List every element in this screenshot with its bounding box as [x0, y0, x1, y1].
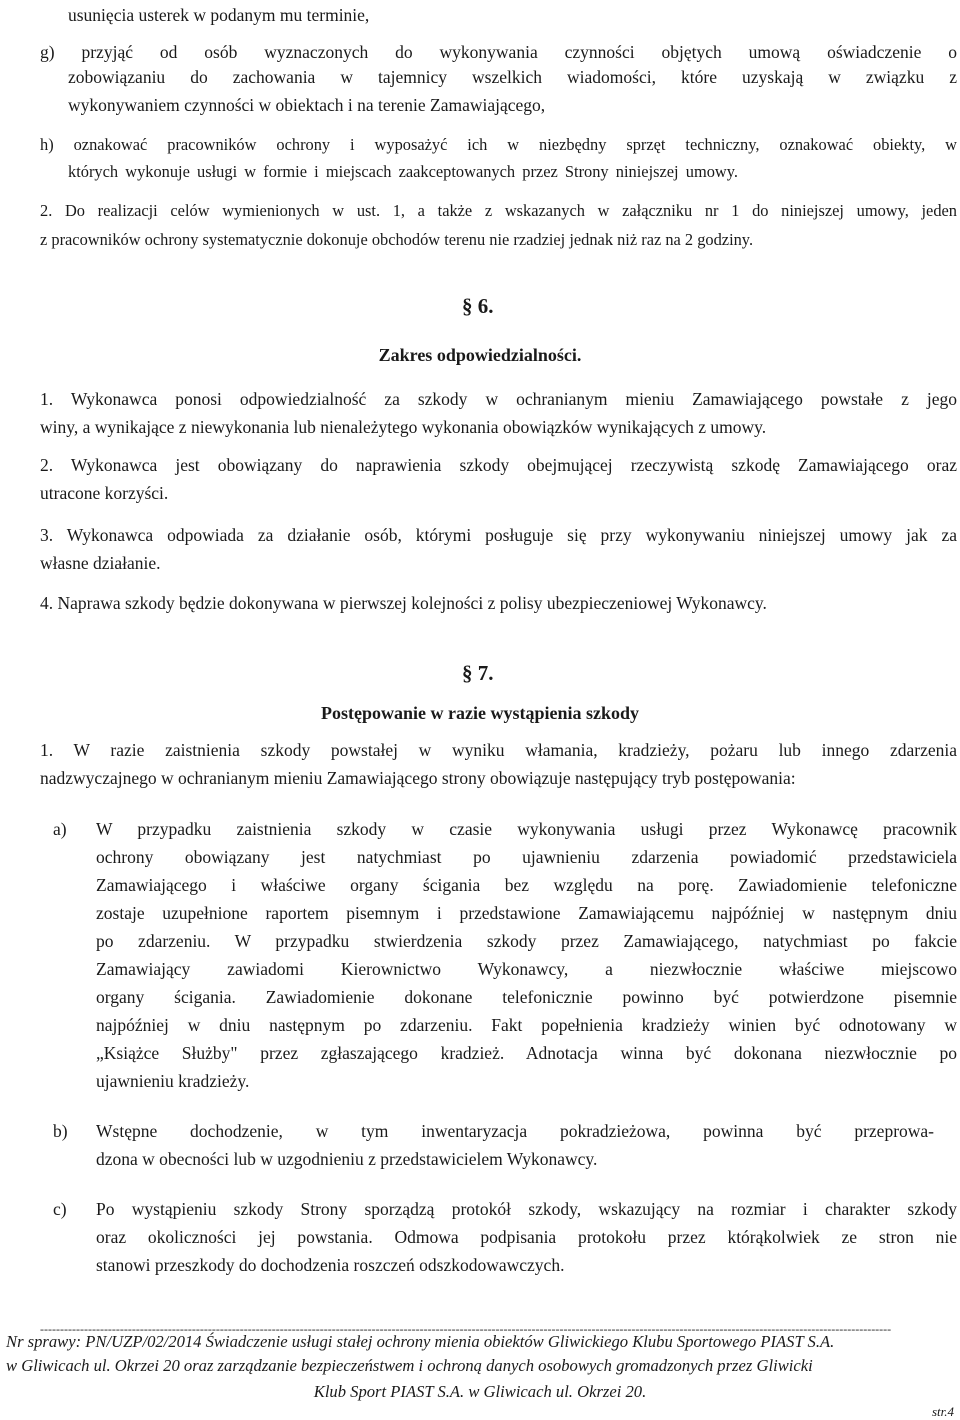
item-c-line-1: Po wystąpieniu szkody Strony sporządzą protokół szkody, wskazujący na rozmiar i charakter szkody [96, 1199, 957, 1219]
item-a-line-10: ujawnieniu kradzieży. [96, 1071, 250, 1091]
footer-line-3: Klub Sport PIAST S.A. w Gliwicach ul. Okrzei 20. [313, 1382, 647, 1401]
page-number: str.4 [931, 1404, 954, 1419]
item-b-line-1: Wstępne dochodzenie, w tym inwentaryzacja pokradzieżowa, powinna być przeprowa- [96, 1121, 934, 1141]
top-line: usunięcia usterek w podanym mu terminie, [68, 5, 370, 25]
footer-line-1: Nr sprawy: PN/UZP/02/2014 Świadczenie usługi stałej ochrony mienia obiektów Gliwickiego Klubu Sportowego PIAST S.A. [6, 1332, 835, 1351]
item-h-line-2: których wykonuje usługi w formie i miejscach zaakceptowanych przez Strony niniejszej umowy. [68, 162, 738, 181]
item-c-line-3: stanowi przeszkody do dochodzenia roszczeń odszkodowawczych. [96, 1255, 565, 1275]
item-c-label: c) [53, 1199, 67, 1219]
item-g-line-1: g) przyjąć od osób wyznaczonych do wykonywania czynności objętych umową oświadczenie o [40, 42, 957, 62]
footer-rule: --------------------------------------------------------------------------------------------------------------------------------------------------------------------------------------------------------------------- [40, 1322, 892, 1336]
item-g-line-2: zobowiązaniu do zachowania w tajemnicy wszelkich wiadomości, które uzyskają w związku z [68, 67, 957, 87]
point-2-line-2: z pracowników ochrony systematycznie dokonuje obchodów terenu nie rzadziej jednak niż raz na 2 godziny. [40, 230, 754, 249]
item-a-line-7: organy ścigania. Zawiadomienie dokonane telefonicznie powinno być potwierdzone pisemnie [96, 987, 957, 1007]
section-6-p3-line-2: własne działanie. [40, 553, 161, 573]
section-6-number-text: 6. [477, 294, 494, 318]
item-a-line-3: Zamawiającego i właściwe organy ścigania bez względu na porę. Zawiadomienie telefoniczne [96, 875, 957, 895]
section-6-p3-line-1: 3. Wykonawca odpowiada za działanie osób, którymi posługuje się przy wykonywaniu niniejszej umowy jak za [40, 525, 957, 545]
section-7-number: § 7. [462, 661, 494, 685]
item-a-line-4: zostaje uzupełnione raportem pisemnym i przedstawione Zamawiającemu najpóźniej w następnym dniu [96, 903, 957, 923]
section-7-p1-line-1: 1. W razie zaistnienia szkody powstałej w wyniku włamania, kradzieży, pożaru lub innego zdarzenia [40, 740, 957, 760]
section-6-p2-line-1: 2. Wykonawca jest obowiązany do naprawienia szkody obejmującej rzeczywistą szkodę Zamawiającego oraz [40, 455, 957, 475]
item-c-line-2: oraz okoliczności jej powstania. Odmowa podpisania protokołu przez którąkolwiek ze stron nie [96, 1227, 957, 1247]
item-b-line-2: dzona w obecności lub w uzgodnieniu z przedstawicielem Wykonawcy. [96, 1149, 598, 1169]
item-b-label: b) [53, 1121, 68, 1141]
item-a-line-5: po zdarzeniu. W przypadku stwierdzenia szkody przez Zamawiającego, natychmiast po fakcie [96, 931, 957, 951]
footer-line-2: w Gliwicach ul. Okrzei 20 oraz zarządzanie bezpieczeństwem i ochroną danych osobowych gromadzonych przez Gliwicki [6, 1356, 813, 1375]
section-6-p4-line-1: 4. Naprawa szkody będzie dokonywana w pierwszej kolejności z polisy ubezpieczeniowej Wykonawcy. [40, 593, 767, 613]
item-a-line-6: Zamawiający zawiadomi Kierownictwo Wykonawcy, a niezwłocznie właściwe miejscowo [96, 959, 957, 979]
section-7-p1-line-2: nadzwyczajnego w ochranianym mieniu Zamawiającego strony obowiązuje następujący tryb postępowania: [40, 768, 796, 788]
section-6-p2-line-2: utracone korzyści. [40, 483, 169, 503]
section-7-title: Postępowanie w razie wystąpienia szkody [321, 703, 639, 723]
item-a-line-1: W przypadku zaistnienia szkody w czasie wykonywania usługi przez Wykonawcę pracownik [96, 819, 957, 839]
item-a-label: a) [53, 819, 67, 839]
item-a-line-9: „Książce Służby" przez zgłaszającego kradzież. Adnotacja winna być dokonana niezwłocznie po [96, 1043, 957, 1063]
section-6-title: Zakres odpowiedzialności. [378, 345, 582, 365]
point-2-line-1: 2. Do realizacji celów wymienionych w ust. 1, a także z wskazanych w załączniku nr 1 do niniejszej umowy, jeden [40, 201, 957, 220]
section-7-number-text: 7. [477, 661, 494, 685]
section-6-p1-line-1: 1. Wykonawca ponosi odpowiedzialność za szkody w ochranianym mieniu Zamawiającego powstałe z jego [40, 389, 957, 409]
section-6-p1-line-2: winy, a wynikające z niewykonania lub nienależytego wykonania obowiązków wynikających z umowy. [40, 417, 767, 437]
section-6-number: § 6. [462, 294, 494, 318]
item-a-line-2: ochrony obowiązany jest natychmiast po ujawnieniu zdarzenia powiadomić przedstawiciela [96, 847, 957, 867]
item-h-line-1: h) oznakować pracowników ochrony i wyposażyć ich w niezbędny sprzęt techniczny, oznakować obiekty, w [40, 135, 957, 154]
item-g-line-3: wykonywaniem czynności w obiektach i na terenie Zamawiającego, [68, 95, 546, 115]
item-a-line-8: najpóźniej w dniu następnym po zdarzeniu. Fakt popełnienia kradzieży winien być odnotowany w [96, 1015, 957, 1035]
